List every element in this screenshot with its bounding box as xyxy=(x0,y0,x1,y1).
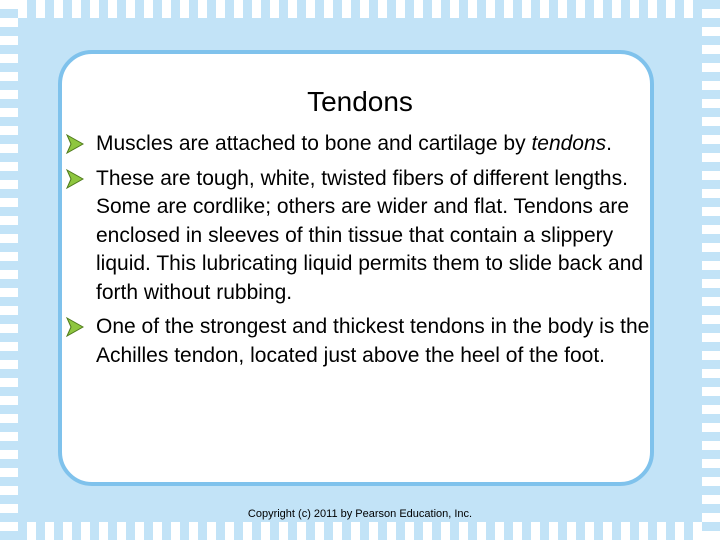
slide-title xyxy=(0,86,720,118)
list-item xyxy=(64,130,664,159)
bullet-text: One of the strongest and thickest tendons in the body is the Achilles tendon, located just above the heel of the foot. xyxy=(96,315,650,367)
arrow-bullet-icon xyxy=(66,317,84,337)
list-item xyxy=(64,165,664,308)
checker-border-top xyxy=(0,0,720,18)
bullet-text: These are tough, white, twisted fibers of different lengths. Some are cordlike; others are wider and flat. Tendons are enclosed in sleeves of thin tissue that contain a slippery liquid. This lubricating liquid permits them to slide back and forth without rubbing. xyxy=(96,166,644,304)
bullet-text-end: . xyxy=(606,132,613,155)
checker-border-left xyxy=(0,0,18,540)
checker-border-bottom xyxy=(0,522,720,540)
slide-title-text: Tendons xyxy=(307,86,413,117)
arrow-bullet-icon xyxy=(66,134,84,154)
list-item xyxy=(64,313,664,370)
copyright-footer: Copyright (c) 2011 by Pearson Education, Inc. xyxy=(247,508,473,520)
bullet-italic-term: tendons xyxy=(531,132,607,155)
bullet-text: Muscles are attached to bone and cartilage by xyxy=(96,132,532,155)
checker-border-right xyxy=(702,0,720,540)
bullet-list xyxy=(64,130,664,376)
arrow-bullet-icon xyxy=(66,169,84,189)
